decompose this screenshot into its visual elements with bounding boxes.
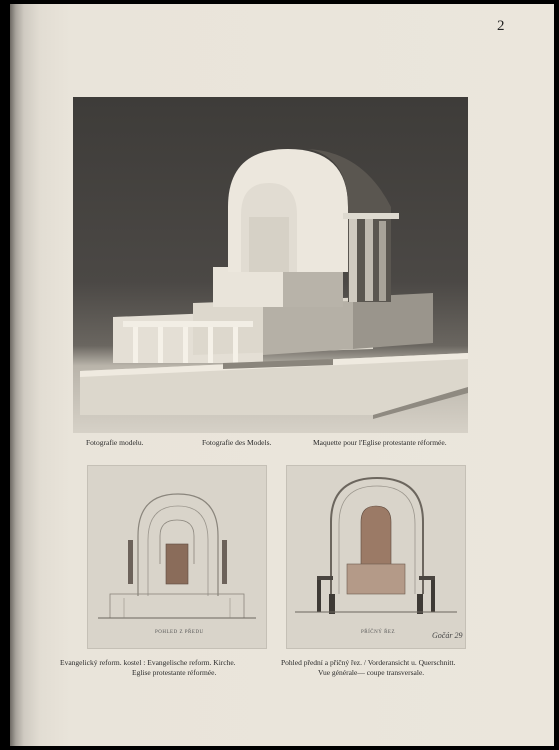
front-elevation-image [88,466,266,648]
page-number: 2 [497,18,505,34]
cross-section-label: PŘÍČNÝ ŘEZ [361,630,396,635]
front-elevation-label: POHLED Z PŘEDU [155,630,204,635]
front-elevation-drawing [87,465,267,649]
caption-church-french: Eglise protestante réformée. [132,668,217,677]
caption-french: Maquette pour l'Eglise protestante réformée. [313,438,447,447]
book-page [10,4,554,746]
caption-czech: Fotografie modelu. [86,438,144,447]
caption-views-languages: Pohled přední a příčný řez. / Vorderansicht u. Querschnitt. [281,658,456,667]
caption-german: Fotografie des Models. [202,438,272,447]
caption-views-french: Vue générale— coupe transversale. [318,668,425,677]
model-photograph [73,97,468,433]
cross-section-image [287,466,465,648]
caption-church-languages: Evangelický reform. kostel : Evangelische reform. Kirche. [60,658,236,667]
cross-section-drawing [286,465,466,649]
model-photo-image [73,97,468,433]
architect-signature: Gočár 29 [432,631,463,640]
